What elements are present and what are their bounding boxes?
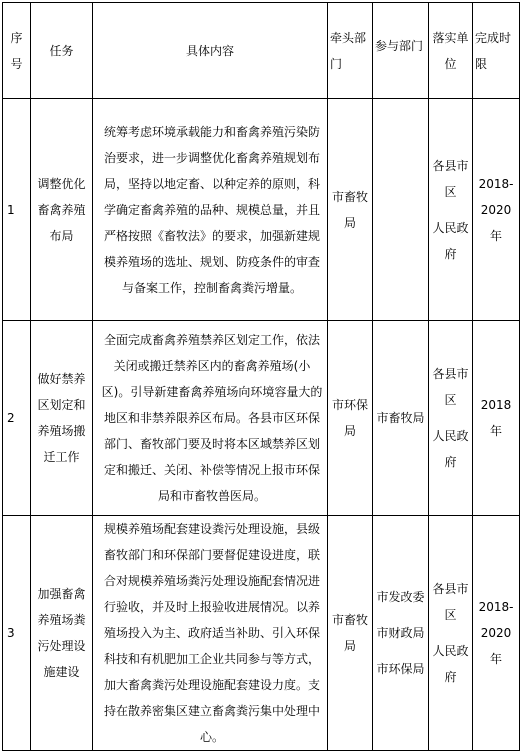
participate-line-2: 市财政局 — [376, 626, 425, 640]
row-implement — [429, 99, 473, 321]
row-participate — [373, 516, 429, 751]
row-no: 3 — [3, 516, 31, 751]
row-content: 规模养殖场配套建设粪污处理设施，县级畜牧部门和环保部门要督促建设进度，联合对规模养殖场粪污处理设施配套情况进行验收，并及时上报验收进展情况。以养殖场投入为主、政府适当补助、引入环保科技和有机肥加工企业共同参与等方式，加大畜禽粪污处理设施配套建设力度。支持在散养密集区建立畜禽粪污集中处理中心。 — [93, 516, 328, 751]
header-row — [3, 3, 520, 99]
row-lead: 市环保局 — [328, 321, 373, 516]
table-row — [3, 99, 520, 321]
row-implement — [429, 516, 473, 751]
implement-line-1: 各县市区 — [432, 158, 469, 199]
row-content: 全面完成畜禽养殖禁养区划定工作，依法关闭或搬迁禁养区内的畜禽养殖场(小区)。引导新建畜禽养殖场向环境容量大的地区和非禁养限养区布局。各县市区环保部门、畜牧部门要及时将本区域禁养区划定和搬迁、关闭、补偿等情况上报市环保局和市畜牧兽医局。 — [93, 321, 328, 516]
header-participate: 参与部门 — [373, 3, 429, 99]
header-no: 序号 — [3, 3, 31, 99]
participate-line-3: 市环保局 — [376, 662, 425, 676]
row-task: 调整优化畜禽养殖布局 — [31, 99, 93, 321]
row-deadline: 2018-2020年 — [473, 99, 520, 321]
header-implement: 落实单位 — [429, 3, 473, 99]
row-content: 统筹考虑环境承载能力和畜禽养殖污染防治要求，进一步调整优化畜禽养殖规划布局，坚持以地定畜、以种定养的原则，科学确定畜禽养殖的品种、规模总量，并且严格按照《畜牧法》的要求，加强新建规模养殖场的选址、规划、防疫条件的审查与备案工作，控制畜禽粪污增量。 — [93, 99, 328, 321]
row-no: 2 — [3, 321, 31, 516]
implement-line-1: 各县市区 — [432, 367, 469, 407]
row-implement — [429, 321, 473, 516]
row-task: 加强畜禽养殖场粪污处理设施建设 — [31, 516, 93, 751]
row-deadline: 2018-2020年 — [473, 516, 520, 751]
row-task: 做好禁养区划定和养殖场搬迁工作 — [31, 321, 93, 516]
row-deadline: 2018年 — [473, 321, 520, 516]
row-no: 1 — [3, 99, 31, 321]
row-participate: 市畜牧局 — [373, 321, 429, 516]
table-row — [3, 516, 520, 751]
implement-line-2: 人民政府 — [432, 429, 469, 469]
row-participate — [373, 99, 429, 321]
header-deadline: 完成时限 — [473, 3, 520, 99]
table-row — [3, 321, 520, 516]
header-content: 具体内容 — [93, 3, 328, 99]
row-lead: 市畜牧局 — [328, 516, 373, 751]
task-table — [2, 2, 520, 751]
implement-line-2: 人民政府 — [432, 644, 469, 684]
header-task: 任务 — [31, 3, 93, 99]
implement-line-2: 人民政府 — [432, 220, 469, 261]
header-lead: 牵头部门 — [328, 3, 373, 99]
implement-line-1: 各县市区 — [432, 582, 469, 622]
row-lead: 市畜牧局 — [328, 99, 373, 321]
participate-line-1: 市发改委 — [376, 590, 425, 604]
